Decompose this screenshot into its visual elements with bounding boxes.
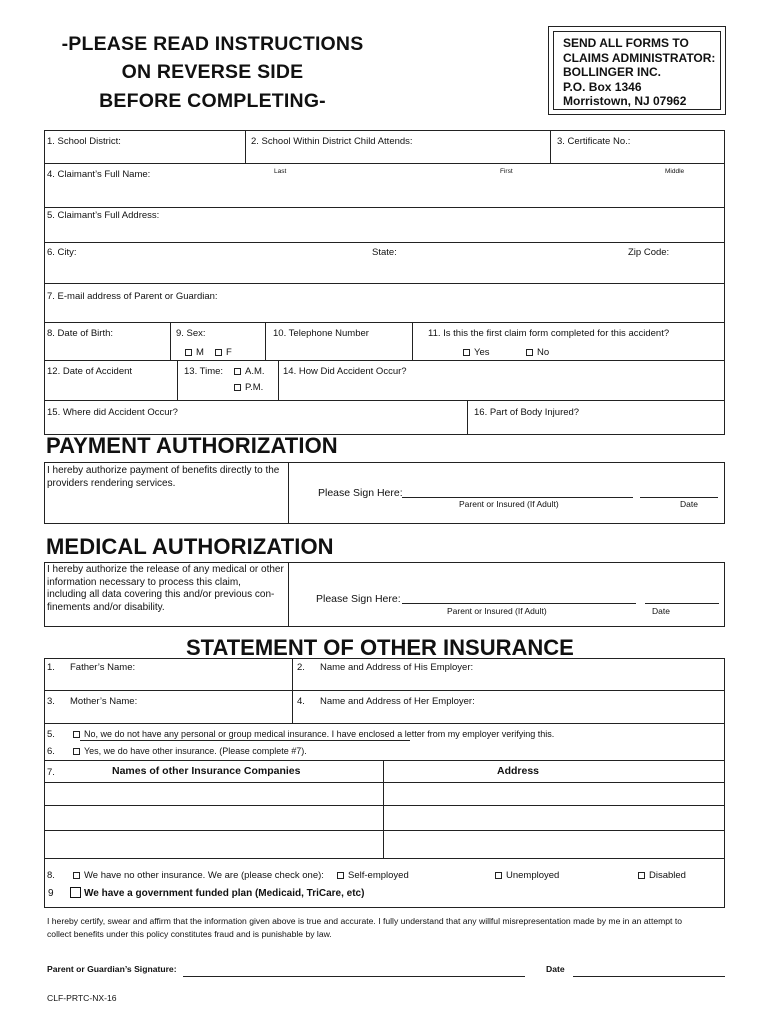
- checkbox-icon[interactable]: [215, 349, 222, 356]
- medical-date-caption: Date: [652, 606, 670, 616]
- insurance-company-input-3[interactable]: [46, 832, 381, 857]
- payment-authorization-text: I hereby authorize payment of benefits directly to the providers rendering services.: [47, 465, 280, 489]
- zip-code-field[interactable]: Zip Code:: [628, 247, 670, 258]
- how-accident-occurred-field[interactable]: 14. How Did Accident Occur?: [283, 366, 407, 377]
- send-box-line-1: SEND ALL FORMS TO: [563, 36, 689, 50]
- row-9-number: 9: [48, 888, 54, 899]
- self-employed-option[interactable]: Self-employed: [337, 870, 409, 881]
- payment-authorization-heading: PAYMENT AUTHORIZATION: [46, 433, 338, 458]
- body-part-injured-field[interactable]: 16. Part of Body Injured?: [474, 407, 580, 418]
- guardian-signature-label: Parent or Guardian’s Signature:: [47, 964, 177, 974]
- insurance-company-input-1[interactable]: [46, 784, 381, 804]
- fathers-name-field[interactable]: Father’s Name:: [70, 662, 136, 673]
- row-4-number: 4.: [297, 696, 305, 707]
- certification-statement: I hereby certify, swear and affirm that the information given above is true and accurate. I fully understand that any willful misrepresentation made by me in an attempt to collect benefits under this policy constitutes fraud and is punishable by law.: [47, 916, 682, 939]
- insurance-address-input-1[interactable]: [385, 784, 723, 804]
- certificate-number-field[interactable]: 3. Certificate No.:: [557, 136, 631, 147]
- name-middle-caption: Middle: [665, 168, 685, 175]
- checkbox-icon[interactable]: [73, 748, 80, 755]
- school-district-field[interactable]: 1. School District:: [47, 136, 121, 147]
- send-forms-box: [548, 26, 726, 115]
- signature-date-label: Date: [546, 964, 565, 974]
- date-of-accident-field[interactable]: 12. Date of Accident: [47, 366, 133, 377]
- signature-date-line[interactable]: [573, 976, 725, 977]
- checkbox-icon[interactable]: [234, 384, 241, 391]
- mothers-name-field[interactable]: Mother’s Name:: [70, 696, 138, 707]
- guardian-signature-line[interactable]: [183, 976, 525, 977]
- insurance-address-input-2[interactable]: [385, 807, 723, 829]
- instructions-line-2: ON REVERSE SIDE: [121, 61, 304, 83]
- row-5-number: 5.: [47, 729, 55, 740]
- sex-female-option[interactable]: F: [215, 347, 232, 358]
- payment-date-caption: Date: [680, 499, 698, 509]
- row-6-number: 6.: [47, 746, 55, 757]
- government-plan-option[interactable]: We have a government funded plan (Medicaid, TriCare, etc): [70, 887, 364, 899]
- school-within-district-field[interactable]: 2. School Within District Child Attends:: [251, 136, 413, 147]
- checkbox-icon[interactable]: [73, 872, 80, 879]
- medical-authorization-text: I hereby authorize the release of any medical or other information necessary to process this claim, including all data covering this and/or previous con- finements and/or disability.: [47, 564, 284, 613]
- date-of-birth-field[interactable]: 8. Date of Birth:: [47, 328, 114, 339]
- form-code: CLF-PRTC-NX-16: [47, 993, 117, 1003]
- row-7-number: 7.: [47, 767, 55, 778]
- unemployed-option[interactable]: Unemployed: [495, 870, 559, 881]
- insurance-companies-column-header: Names of other Insurance Companies: [112, 765, 301, 777]
- medical-authorization-heading: MEDICAL AUTHORIZATION: [46, 534, 334, 559]
- checkbox-icon[interactable]: [337, 872, 344, 879]
- payment-signer-caption: Parent or Insured (If Adult): [459, 499, 559, 509]
- insurance-company-input-2[interactable]: [46, 807, 381, 829]
- name-last-caption: Last: [274, 168, 287, 175]
- where-accident-occurred-field[interactable]: 15. Where did Accident Occur?: [47, 407, 178, 418]
- sex-label: 9. Sex:: [176, 328, 206, 339]
- sex-male-option[interactable]: M: [185, 347, 204, 358]
- instructions-line-1: -PLEASE READ INSTRUCTIONS: [61, 33, 364, 55]
- claimant-name-field[interactable]: 4. Claimant’s Full Name:: [47, 169, 151, 180]
- medical-date-line[interactable]: [645, 603, 719, 604]
- name-first-caption: First: [500, 168, 513, 175]
- medical-sign-here-label: Please Sign Here:: [316, 593, 401, 605]
- medical-signer-caption: Parent or Insured (If Adult): [447, 606, 547, 616]
- send-box-line-3: BOLLINGER INC.: [563, 65, 661, 79]
- first-claim-question: 11. Is this the first claim form completed for this accident?: [428, 328, 670, 339]
- her-employer-field[interactable]: Name and Address of Her Employer:: [320, 696, 475, 707]
- row-2-number: 2.: [297, 662, 305, 673]
- claimant-address-field[interactable]: 5. Claimant’s Full Address:: [47, 210, 160, 221]
- row-1-number: 1.: [47, 662, 55, 673]
- checkbox-icon[interactable]: [185, 349, 192, 356]
- no-insurance-option[interactable]: No, we do not have any personal or group medical insurance. I have enclosed a letter from my employer verifying this.: [73, 729, 554, 740]
- insurance-address-input-3[interactable]: [385, 832, 723, 857]
- other-insurance-heading: STATEMENT OF OTHER INSURANCE: [186, 635, 574, 660]
- payment-sign-here-label: Please Sign Here:: [318, 487, 403, 499]
- checkbox-icon[interactable]: [463, 349, 470, 356]
- no-other-insurance-option[interactable]: We have no other insurance. We are (please check one):: [73, 870, 324, 881]
- time-pm-option[interactable]: P.M.: [234, 382, 263, 393]
- instructions-line-3: BEFORE COMPLETING-: [99, 90, 326, 112]
- email-field[interactable]: 7. E-mail address of Parent or Guardian:: [47, 291, 218, 302]
- row-3-number: 3.: [47, 696, 55, 707]
- checkbox-icon[interactable]: [638, 872, 645, 879]
- first-claim-no-option[interactable]: No: [526, 347, 549, 358]
- send-box-line-5: Morristown, NJ 07962: [563, 94, 687, 108]
- checkbox-icon[interactable]: [495, 872, 502, 879]
- yes-insurance-option[interactable]: Yes, we do have other insurance. (Please complete #7).: [73, 746, 307, 757]
- checkbox-icon[interactable]: [234, 368, 241, 375]
- insurance-address-column-header: Address: [497, 765, 540, 777]
- payment-signature-line[interactable]: [402, 497, 633, 498]
- time-label: 13. Time:: [184, 366, 224, 377]
- state-field[interactable]: State:: [372, 247, 397, 258]
- telephone-field[interactable]: 10. Telephone Number: [273, 328, 369, 339]
- payment-date-line[interactable]: [640, 497, 718, 498]
- time-am-option[interactable]: A.M.: [234, 366, 265, 377]
- first-claim-yes-option[interactable]: Yes: [463, 347, 490, 358]
- disabled-option[interactable]: Disabled: [638, 870, 686, 881]
- city-field[interactable]: 6. City:: [47, 247, 77, 258]
- his-employer-field[interactable]: Name and Address of His Employer:: [320, 662, 474, 673]
- row-8-number: 8.: [47, 870, 55, 881]
- medical-signature-line[interactable]: [402, 603, 636, 604]
- checkbox-icon[interactable]: [70, 887, 81, 898]
- no-insurance-underline: [80, 740, 410, 741]
- send-box-line-2: CLAIMS ADMINISTRATOR:: [563, 50, 716, 65]
- checkbox-icon[interactable]: [73, 731, 80, 738]
- checkbox-icon[interactable]: [526, 349, 533, 356]
- send-box-line-4: P.O. Box 1346: [563, 79, 642, 94]
